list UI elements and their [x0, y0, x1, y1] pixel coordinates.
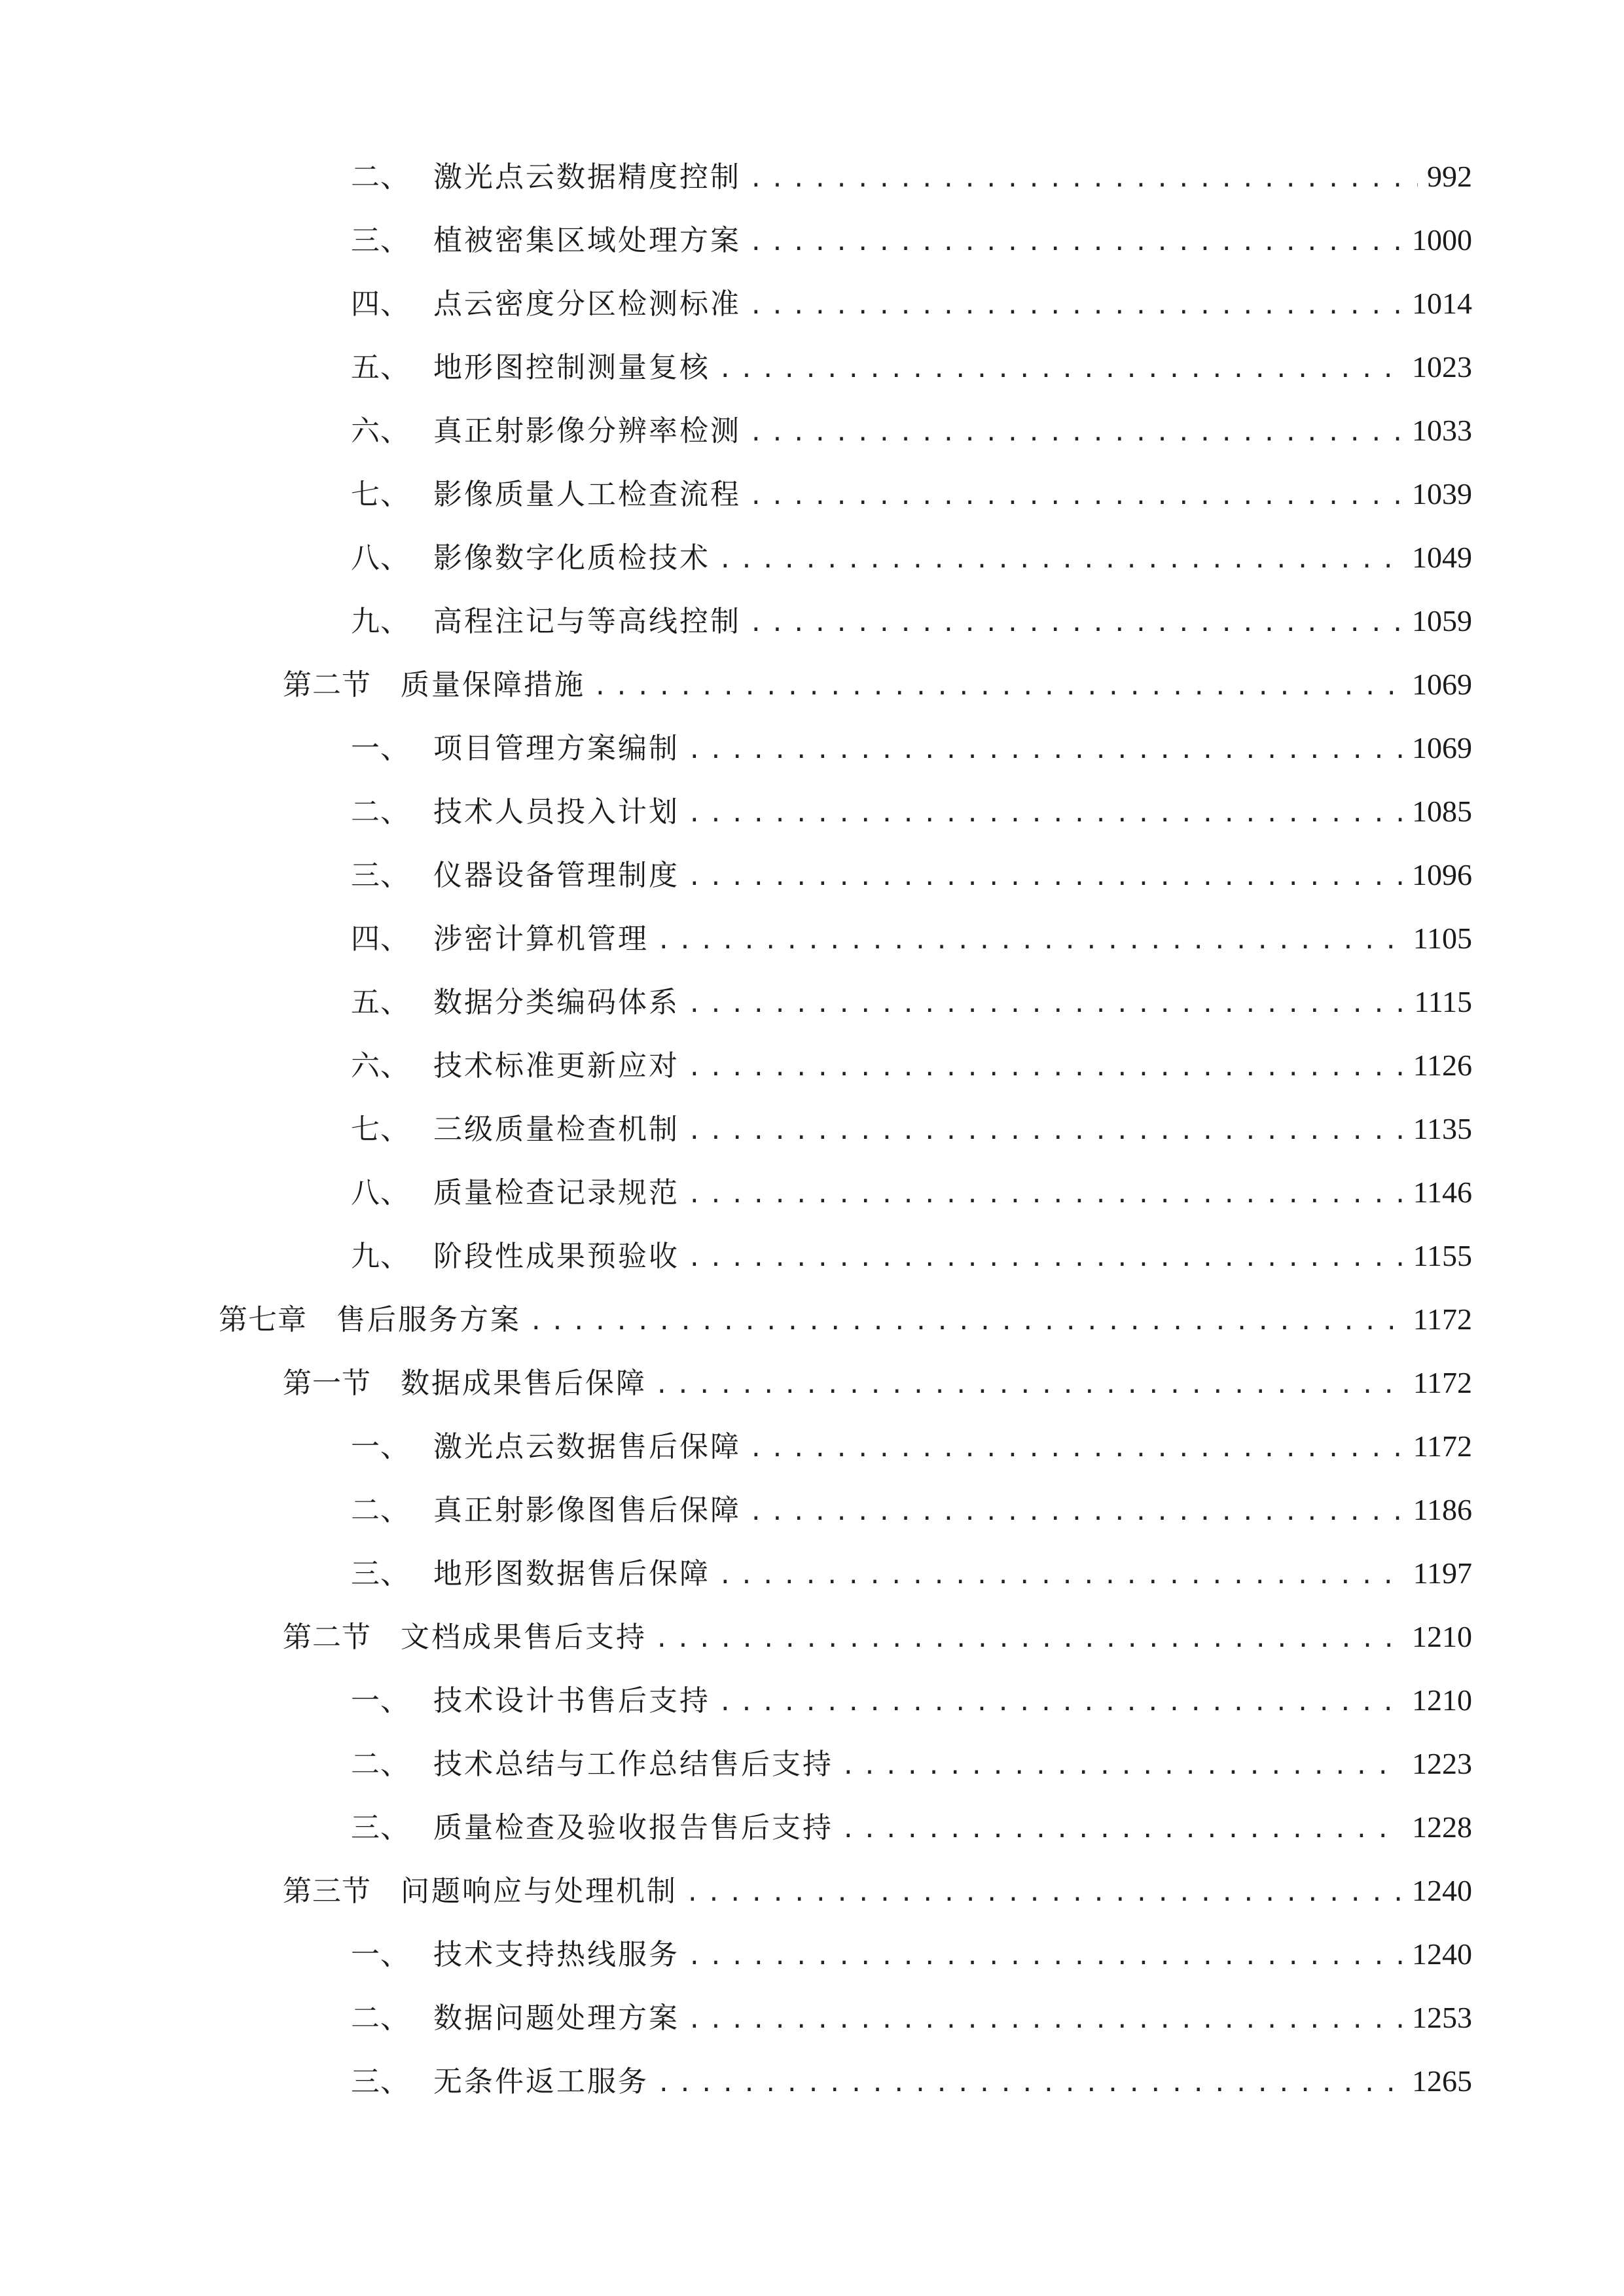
- entry-title: 技术设计书售后支持: [433, 1684, 710, 1717]
- entry-prefix: 五、: [351, 351, 410, 384]
- entry-page-number: 1253: [1412, 2001, 1472, 2034]
- toc-entry: [351, 1928, 1472, 1981]
- dot-leader: [749, 598, 1403, 650]
- toc-entry: [351, 1801, 1472, 1854]
- dot-leader: [593, 661, 1403, 713]
- entry-title: 数据分类编码体系: [433, 986, 679, 1019]
- entry-prefix: 五、: [351, 986, 410, 1019]
- entry-prefix: 一、: [351, 1684, 410, 1717]
- dot-leader: [687, 725, 1403, 777]
- toc-entry: [351, 1484, 1472, 1536]
- dot-leader: [687, 1232, 1404, 1285]
- dot-leader: [749, 1486, 1404, 1539]
- toc-entry: [351, 722, 1472, 774]
- entry-title: 地形图数据售后保障: [433, 1557, 710, 1590]
- dot-leader: [841, 1740, 1403, 1793]
- entry-title: 无条件返工服务: [433, 2065, 649, 2098]
- toc-entry: [219, 1293, 1472, 1346]
- entry-page-number: 1210: [1412, 1620, 1472, 1653]
- entry-page-number: 1069: [1412, 731, 1472, 764]
- entry-page-number: 1240: [1412, 1937, 1472, 1971]
- entry-prefix: 六、: [351, 414, 410, 448]
- entry-title: 阶段性成果预验收: [433, 1240, 679, 1273]
- toc-entry: [283, 1611, 1472, 1663]
- entry-prefix: 第二节: [283, 668, 371, 702]
- entry-title: 高程注记与等高线控制: [433, 605, 741, 638]
- entry-title: 售后服务方案: [336, 1303, 521, 1336]
- entry-prefix: 四、: [351, 287, 410, 321]
- dot-leader: [657, 915, 1404, 967]
- entry-page-number: 1186: [1413, 1493, 1472, 1526]
- toc-entry: [351, 849, 1472, 901]
- dot-leader: [687, 978, 1405, 1031]
- dot-leader: [529, 1296, 1404, 1348]
- entry-prefix: 二、: [351, 160, 410, 194]
- dot-leader: [718, 1550, 1404, 1602]
- entry-title: 激光点云数据售后保障: [433, 1430, 741, 1463]
- entry-title: 项目管理方案编制: [433, 732, 679, 765]
- dot-leader: [841, 1804, 1403, 1856]
- toc-entry: [351, 1992, 1472, 2044]
- toc-entry: [283, 1357, 1472, 1409]
- toc-entry: [351, 341, 1472, 393]
- entry-page-number: 1172: [1413, 1429, 1472, 1463]
- dot-leader: [687, 788, 1403, 840]
- entry-title: 地形图控制测量复核: [433, 351, 710, 384]
- entry-prefix: 第二节: [283, 1621, 371, 1654]
- entry-prefix: 三、: [351, 859, 410, 892]
- dot-leader: [749, 280, 1403, 332]
- entry-page-number: 1146: [1413, 1175, 1472, 1209]
- entry-prefix: 四、: [351, 922, 410, 956]
- entry-page-number: 1033: [1412, 414, 1472, 447]
- toc-entry: [351, 1039, 1472, 1092]
- entry-page-number: 1014: [1412, 287, 1472, 320]
- entry-title: 三级质量检查机制: [433, 1113, 679, 1146]
- entry-page-number: 1223: [1412, 1747, 1472, 1780]
- entry-title: 质量检查及验收报告售后支持: [433, 1811, 833, 1844]
- entry-title: 数据问题处理方案: [433, 2001, 679, 2035]
- entry-page-number: 1240: [1412, 1874, 1472, 1907]
- dot-leader: [657, 2058, 1403, 2110]
- entry-page-number: 1197: [1413, 1556, 1472, 1590]
- dot-leader: [749, 217, 1403, 269]
- toc-entry: [283, 1865, 1472, 1917]
- entry-page-number: 1039: [1412, 477, 1472, 511]
- toc-entry: [351, 1103, 1472, 1155]
- entry-page-number: 1023: [1412, 350, 1472, 384]
- entry-title: 问题响应与处理机制: [401, 1874, 677, 1908]
- entry-title: 影像数字化质检技术: [433, 541, 710, 575]
- toc-entry: [351, 278, 1472, 330]
- entry-prefix: 三、: [351, 2065, 410, 2098]
- toc-entry: [351, 1420, 1472, 1473]
- entry-title: 涉密计算机管理: [433, 922, 649, 956]
- toc-entry: [351, 595, 1472, 647]
- dot-leader: [655, 1359, 1404, 1412]
- entry-prefix: 一、: [351, 1430, 410, 1463]
- toc-entry: [283, 658, 1472, 711]
- toc-entry: [351, 912, 1472, 965]
- entry-title: 技术人员投入计划: [433, 795, 679, 829]
- dot-leader: [749, 1423, 1404, 1475]
- entry-title: 植被密集区域处理方案: [433, 224, 741, 257]
- dot-leader: [655, 1613, 1403, 1666]
- entry-page-number: 1126: [1413, 1049, 1472, 1082]
- toc-entry: [351, 1230, 1472, 1282]
- entry-prefix: 二、: [351, 2001, 410, 2035]
- entry-prefix: 三、: [351, 1811, 410, 1844]
- entry-prefix: 六、: [351, 1049, 410, 1083]
- entry-prefix: 第三节: [283, 1874, 371, 1908]
- entry-page-number: 1135: [1413, 1112, 1472, 1145]
- dot-leader: [749, 407, 1403, 459]
- entry-title: 激光点云数据精度控制: [433, 160, 741, 194]
- entry-page-number: 1172: [1413, 1302, 1472, 1336]
- entry-title: 数据成果售后保障: [401, 1367, 647, 1400]
- dot-leader: [687, 1105, 1404, 1158]
- entry-title: 仪器设备管理制度: [433, 859, 679, 892]
- entry-prefix: 二、: [351, 1494, 410, 1527]
- dot-leader: [718, 534, 1403, 586]
- entry-page-number: 1069: [1412, 668, 1472, 701]
- entry-page-number: 1115: [1414, 985, 1472, 1018]
- entry-title: 技术总结与工作总结售后支持: [433, 1748, 833, 1781]
- toc-entry: [351, 1547, 1472, 1600]
- dot-leader: [687, 1994, 1403, 2047]
- dot-leader: [687, 852, 1403, 904]
- entry-page-number: 1228: [1412, 1810, 1472, 1844]
- entry-page-number: 1000: [1412, 223, 1472, 257]
- entry-page-number: 1210: [1412, 1683, 1472, 1717]
- entry-prefix: 第七章: [219, 1303, 307, 1336]
- entry-prefix: 二、: [351, 1748, 410, 1781]
- entry-prefix: 八、: [351, 1176, 410, 1210]
- dot-leader: [687, 1042, 1404, 1094]
- entry-title: 技术标准更新应对: [433, 1049, 679, 1083]
- entry-title: 文档成果售后支持: [401, 1621, 647, 1654]
- toc-entry: [351, 468, 1472, 520]
- entry-title: 技术支持热线服务: [433, 1938, 679, 1971]
- entry-page-number: 1085: [1412, 795, 1472, 828]
- entry-page-number: 1155: [1413, 1239, 1472, 1272]
- entry-prefix: 第一节: [283, 1367, 371, 1400]
- toc-entry: [351, 1738, 1472, 1790]
- entry-page-number: 1105: [1413, 922, 1472, 955]
- entry-prefix: 八、: [351, 541, 410, 575]
- dot-leader: [687, 1169, 1404, 1221]
- dot-leader: [718, 1677, 1403, 1729]
- dot-leader: [749, 153, 1418, 206]
- entry-title: 点云密度分区检测标准: [433, 287, 741, 321]
- entry-page-number: 992: [1427, 160, 1472, 193]
- toc-entry: [351, 1166, 1472, 1219]
- entry-title: 真正射影像图售后保障: [433, 1494, 741, 1527]
- entry-prefix: 七、: [351, 1113, 410, 1146]
- entry-title: 真正射影像分辨率检测: [433, 414, 741, 448]
- toc-entry: [351, 2055, 1472, 2108]
- entry-prefix: 九、: [351, 605, 410, 638]
- entry-prefix: 七、: [351, 478, 410, 511]
- entry-prefix: 二、: [351, 795, 410, 829]
- dot-leader: [749, 471, 1403, 523]
- toc-entry: [351, 1674, 1472, 1727]
- dot-leader: [687, 1931, 1403, 1983]
- entry-title: 影像质量人工检查流程: [433, 478, 741, 511]
- entry-prefix: 九、: [351, 1240, 410, 1273]
- entry-page-number: 1059: [1412, 604, 1472, 637]
- toc-entry: [351, 151, 1472, 203]
- entry-prefix: 三、: [351, 224, 410, 257]
- entry-prefix: 一、: [351, 732, 410, 765]
- toc-entry: [351, 531, 1472, 584]
- entry-page-number: 1265: [1412, 2064, 1472, 2098]
- entry-title: 质量检查记录规范: [433, 1176, 679, 1210]
- entry-page-number: 1172: [1413, 1366, 1472, 1399]
- entry-page-number: 1049: [1412, 541, 1472, 574]
- toc-entry: [351, 404, 1472, 457]
- entry-title: 质量保障措施: [401, 668, 585, 702]
- toc-entry: [351, 785, 1472, 838]
- entry-prefix: 一、: [351, 1938, 410, 1971]
- entry-prefix: 三、: [351, 1557, 410, 1590]
- entry-page-number: 1096: [1412, 858, 1472, 891]
- dot-leader: [718, 344, 1403, 396]
- toc-entry: [351, 976, 1472, 1028]
- dot-leader: [685, 1867, 1403, 1920]
- toc-entry: [351, 214, 1472, 266]
